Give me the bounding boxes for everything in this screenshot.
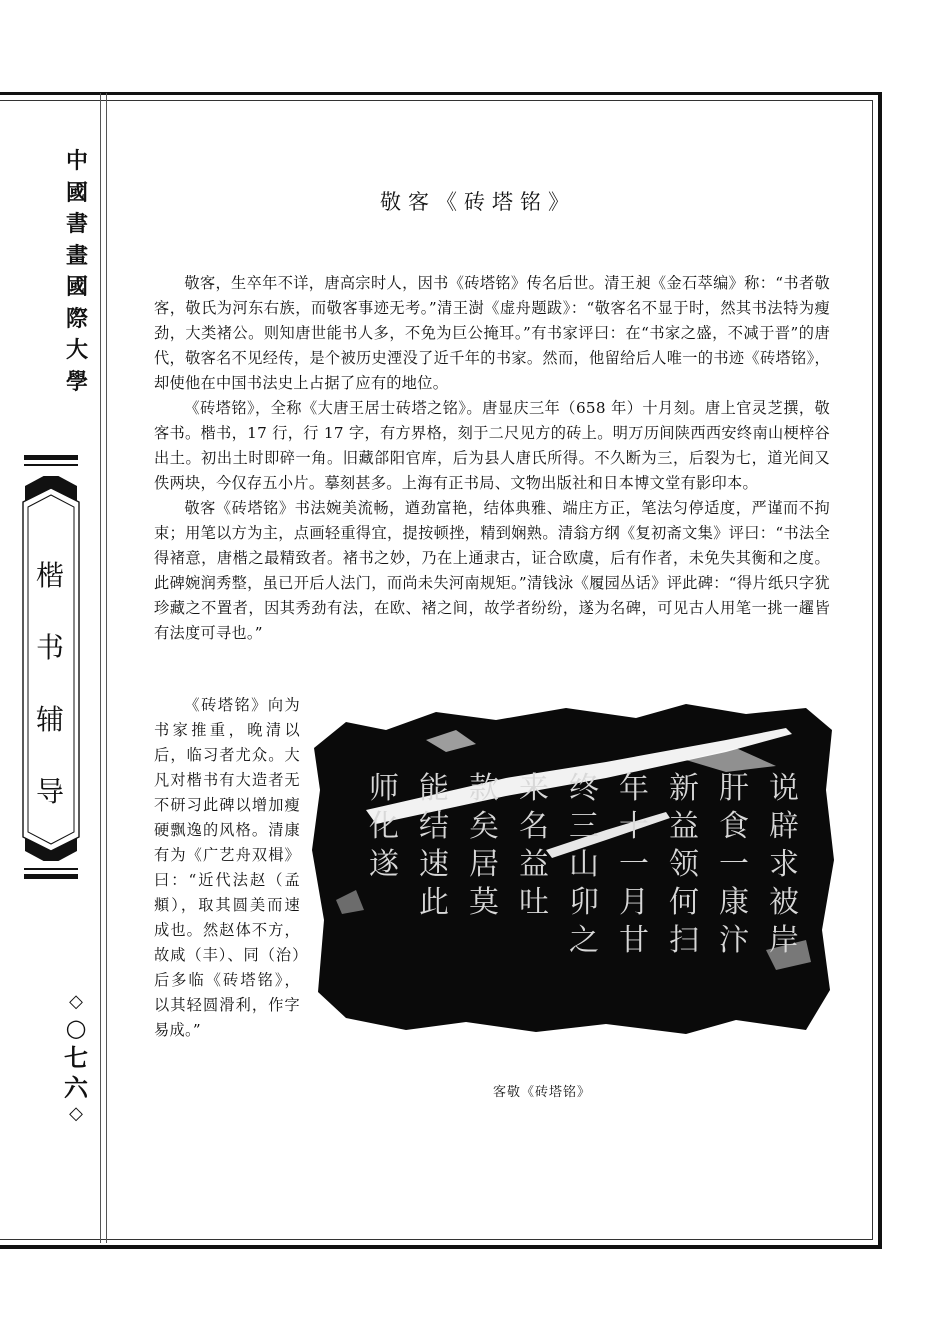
page-number-value: ○七六 — [64, 1013, 88, 1102]
rubbing-character: 居 — [469, 847, 499, 882]
rubbing-character: 被 — [769, 885, 799, 920]
page-number — [60, 991, 92, 1125]
rubbing-character: 之 — [569, 923, 599, 958]
rubbing-character: 莫 — [469, 885, 499, 920]
rubbing-character: 化 — [369, 809, 399, 844]
rubbing-character: 甘 — [619, 923, 649, 958]
rubbing-character: 何 — [669, 885, 699, 920]
rubbing-character: 食 — [719, 809, 749, 844]
rubbing-character: 年 — [619, 771, 649, 806]
rubbing-character: 肝 — [719, 771, 749, 806]
side-paragraph-block — [154, 693, 300, 1043]
paragraph: 《砖塔铭》，全称《大唐王居士砖塔之铭》。唐显庆三年（658 年）十月刻。唐上官灵芝撰，敬客书。楷书，17 行，行 17 字，有方界格，刻于二尺见方的砖上。明万历间陕西西安终南山梗梓谷出土。初出土时即碎一角。旧藏郃阳官库，后为县人唐氏所得。不久断为三，后裂为七，道光间又佚两块，今仅存五小片。摹刻甚多。上海有正书局、文物出版社和日本博文堂有影印本。 — [154, 399, 830, 492]
rubbing-character: 三 — [569, 809, 599, 844]
rubbing-character: 山 — [569, 847, 599, 882]
rubbing-character: 益 — [519, 847, 549, 882]
rubbing-character: 一 — [619, 847, 649, 882]
rubbing-character: 益 — [669, 809, 699, 844]
section-bar-top — [24, 455, 78, 460]
rubbing-character: 遂 — [369, 847, 399, 882]
rubbing-character: 矣 — [469, 809, 499, 844]
rubbing-character: 结 — [419, 809, 449, 844]
diamond-icon: ◇ — [69, 991, 83, 1012]
section-bar-bottom-thin — [24, 868, 78, 870]
rubbing-character: 吐 — [519, 885, 549, 920]
section-label: 楷书辅导 — [35, 559, 64, 808]
rubbing-character: 月 — [619, 885, 649, 920]
paragraph: 敬客《砖塔铭》书法婉美流畅，遒劲富艳，结体典雅、端庄方正，笔法匀停适度，严谨而不拘束；用笔以方为主，点画轻重得宜，提按顿挫，精到娴熟。清翁方纲《复初斋文集》评曰：“书法全得褚意，唐楷之最精致者。褚书之妙，乃在上通隶古，证合欧虞，后有作者，未免失其衡和之度。此碑婉润秀整，虽已开后人法门，而尚未失河南规矩。”清钱泳《履园丛话》评此碑：“得片纸只字犹珍藏之不置者，因其秀劲有法，在欧、褚之间，故学者纷纷，遂为名碑，可见古人用笔一挑一趯皆有法度可寻也。” — [154, 499, 830, 642]
figure-caption: 客敬《砖塔铭》 — [493, 1085, 592, 1100]
rubbing-character: 扫 — [669, 923, 699, 958]
rubbing-character: 款 — [469, 771, 499, 806]
rubbing-character: 说 — [769, 771, 799, 806]
rubbing-character: 岸 — [769, 923, 799, 958]
diamond-icon: ◇ — [69, 1103, 83, 1124]
rubbing-character: 终 — [569, 771, 599, 806]
rubbing-character: 来 — [519, 771, 549, 806]
rubbing-character: 师 — [369, 771, 399, 806]
article-body — [154, 271, 830, 646]
side-paragraph: 《砖塔铭》向为书家推重，晚清以后，临习者尤众。大凡对楷书有大造者无不研习此碑以增加瘦硬飘逸的风格。清康有为《广艺舟双楫》曰：“近代法赵（孟頫），取其圆美而速成也。然赵体不方，故咸（丰）、同（治）后多临《砖塔铭》，以其轻圆滑利，作字易成。” — [154, 696, 300, 1039]
rubbing-character: 一 — [719, 847, 749, 882]
rubbing-character: 领 — [669, 847, 699, 882]
rubbing-character: 卯 — [569, 885, 599, 920]
sidebar-rule — [106, 93, 107, 1243]
rubbing-character: 求 — [769, 847, 799, 882]
rubbing-character: 新 — [669, 771, 699, 806]
section-bar-top-thin — [24, 464, 78, 466]
section-bar-bottom — [24, 874, 78, 879]
rubbing-character: 名 — [519, 809, 549, 844]
rubbing-character: 康 — [719, 885, 749, 920]
article-title: 敬客《砖塔铭》 — [380, 190, 576, 214]
rubbing-image — [306, 700, 836, 1036]
sidebar-title: 中國書畫國際大學 — [65, 148, 88, 395]
rubbing-character: 汴 — [719, 923, 749, 958]
rubbing-character: 速 — [419, 847, 449, 882]
sidebar-rule — [100, 93, 101, 1243]
rubbing-character: 十 — [619, 809, 649, 844]
rubbing-character: 辟 — [769, 809, 799, 844]
paragraph: 敬客，生卒年不详，唐高宗时人，因书《砖塔铭》传名后世。清王昶《金石萃编》称：“书者敬客，敬氏为河东右族，而敬客事迹无考。”清王澍《虚舟题跋》：“敬客名不显于时，然其书法特为瘦劲，大类褚公。则知唐世能书人多，不免为巨公掩耳。”有书家评曰：在“书家之盛，不减于晋”的唐代，敬客名不见经传，是个被历史湮没了近千年的书家。然而，他留给后人唯一的书迹《砖塔铭》，却使他在中国书法史上占据了应有的地位。 — [154, 274, 830, 392]
rubbing-character: 此 — [419, 885, 449, 920]
rubbing-character: 能 — [419, 771, 449, 806]
